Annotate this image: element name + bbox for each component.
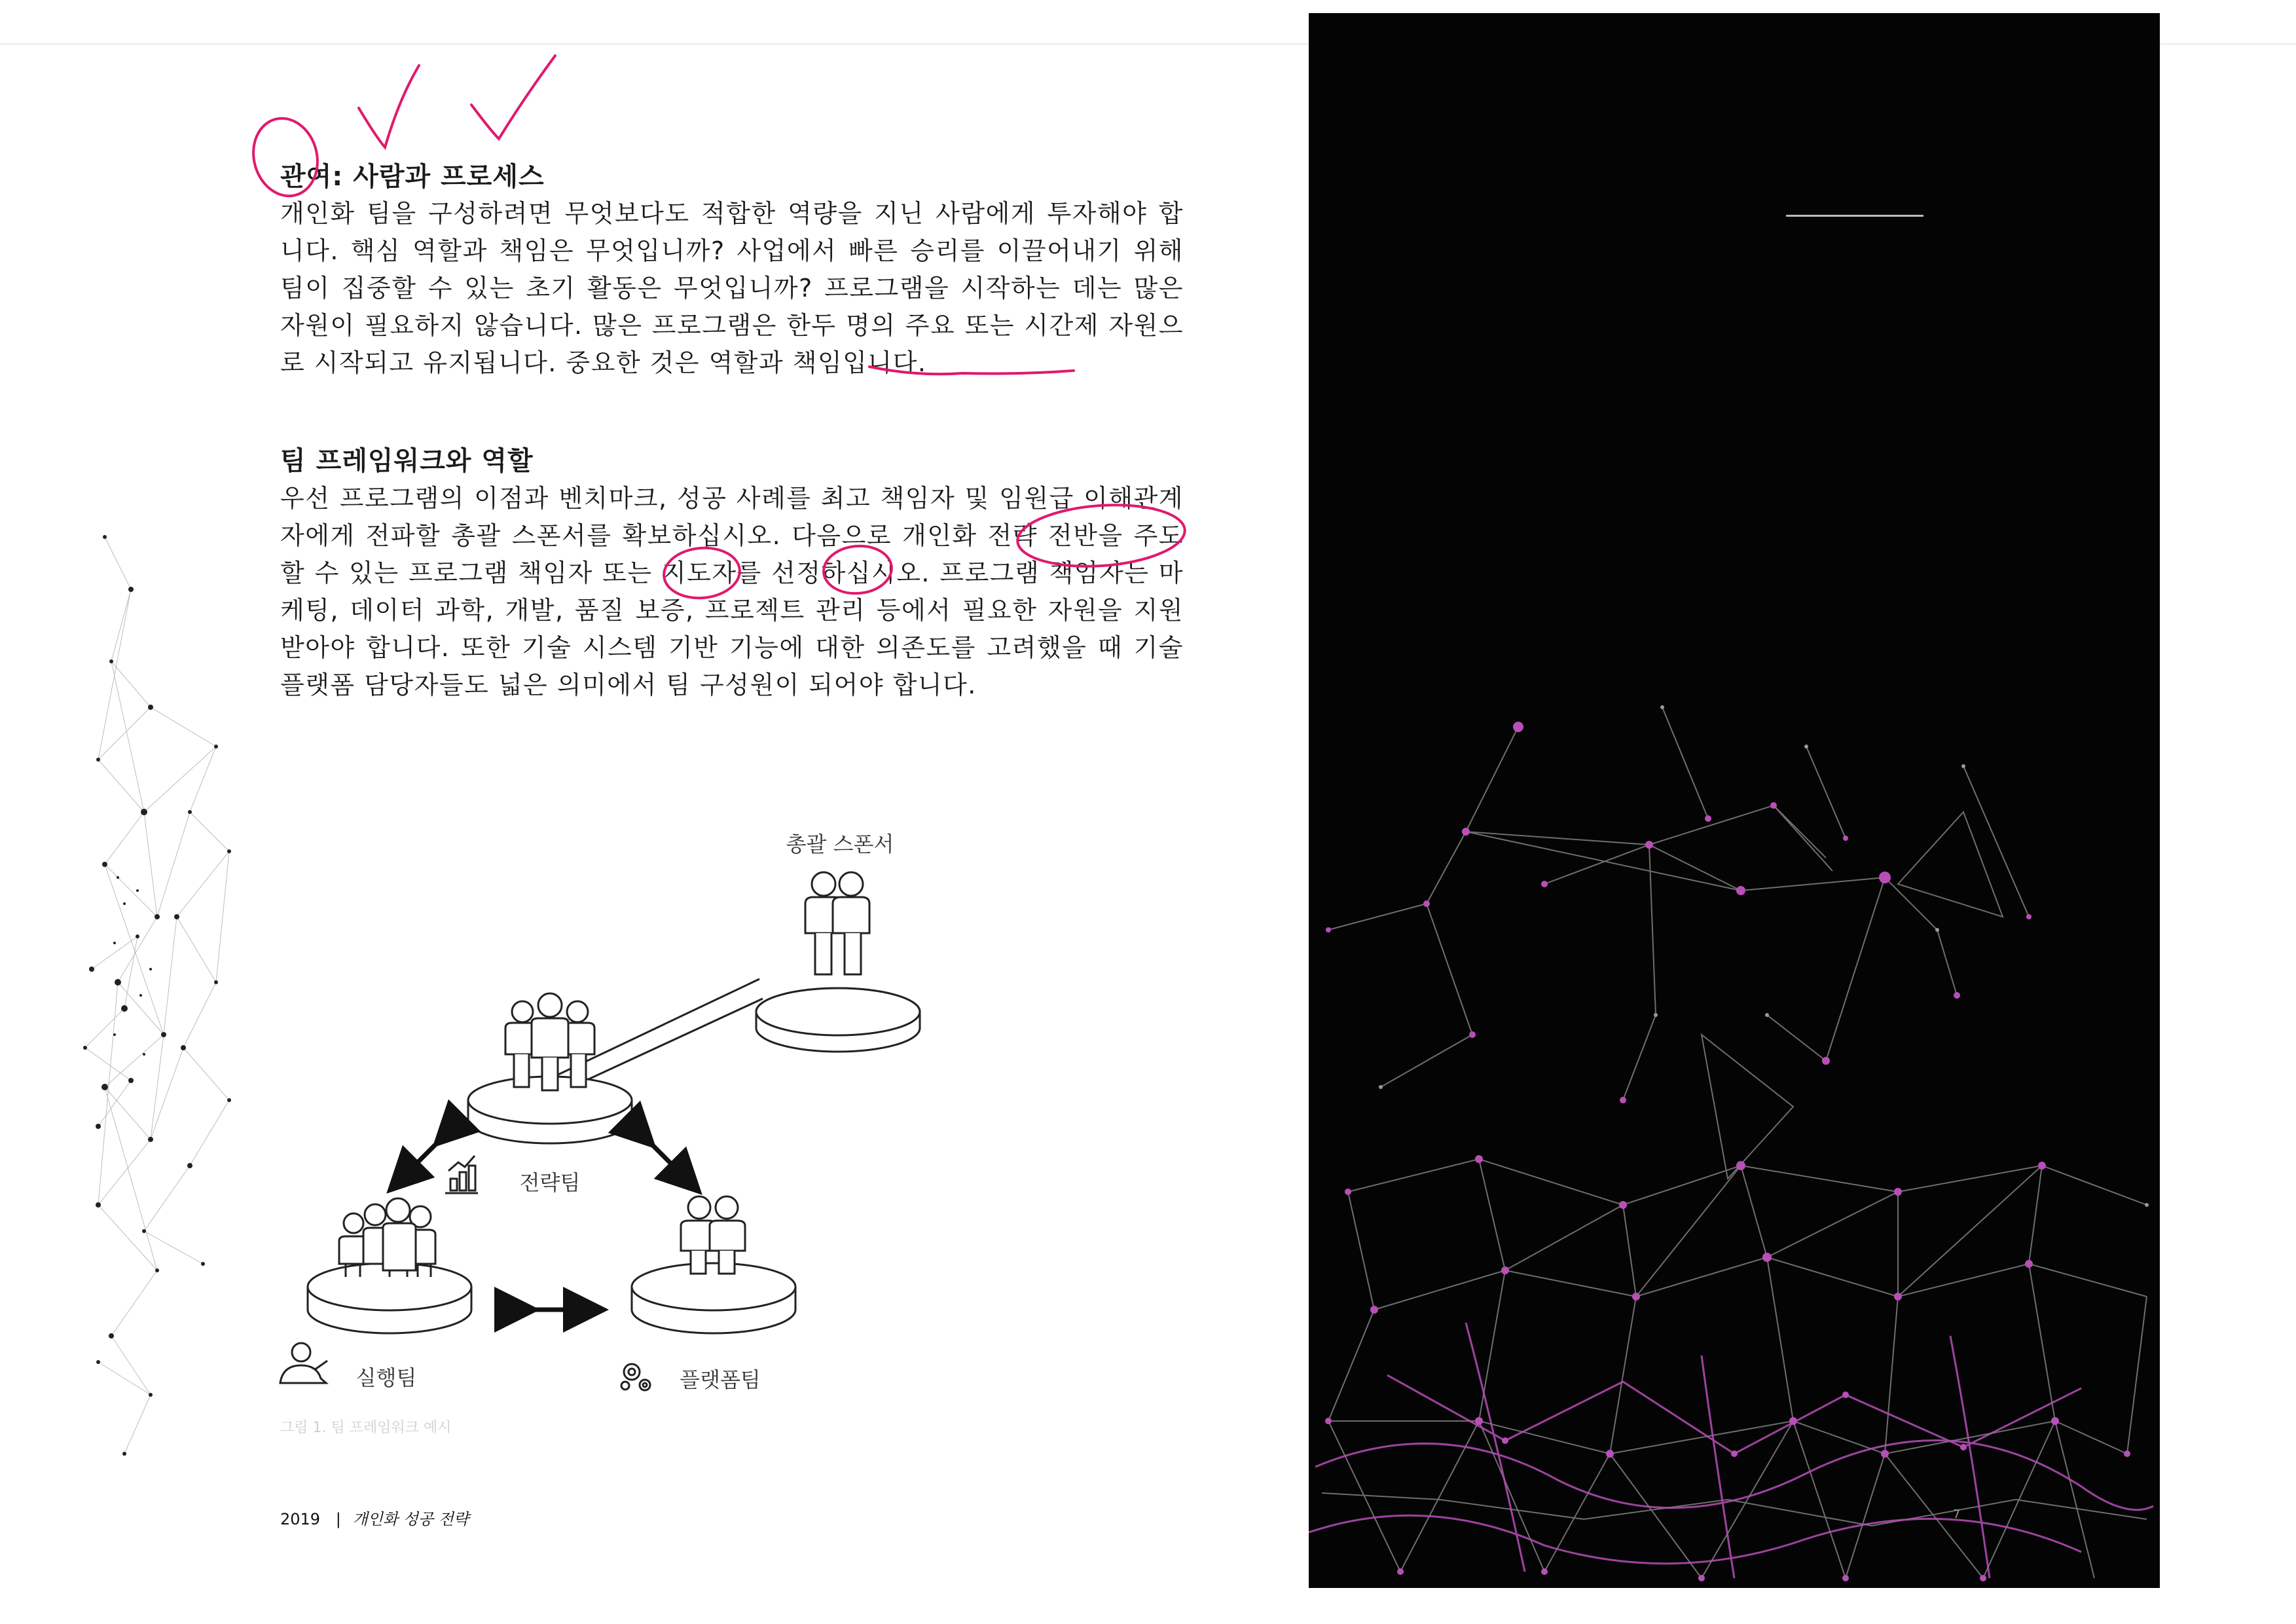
sponsor-people-icon	[805, 872, 869, 974]
left-network-decoration	[59, 511, 282, 1506]
section-title-team-framework: 팀 프레임워크와 역할	[280, 446, 534, 476]
label-platform-team: 플랫폼팀	[680, 1367, 761, 1392]
figure-caption: 그림 1. 팀 프레임워크 예시	[280, 1420, 452, 1436]
footer-separator: |	[335, 1510, 341, 1528]
section-title-engagement: 관여: 사람과 프로세스	[280, 162, 545, 192]
label-executive-sponsor: 총괄 스폰서	[786, 832, 894, 857]
section-body-engagement: 개인화 팀을 구성하려면 무엇보다도 적합한 역량을 지닌 사람에게 투자해야 합니다. 핵심 역할과 책임은 무엇입니까? 사업에서 빠른 승리를 이끌어내기 위해 팀이 집중할 수 있는 초기 활동은 무엇입니까? 프로그램을 시작하는 데는 많은 자원이 필요하지 않습니다. 많은 프로그램은 한두 명의 주요 또는 시간제 자원으로 시작되고 유지됩니다. 중요한 것은 역할과 책임입니다.	[280, 199, 1184, 377]
footer-year: 2019	[280, 1510, 321, 1528]
chart-icon	[445, 1156, 478, 1193]
strategy-platform	[468, 993, 632, 1143]
sponsor-platform	[756, 872, 920, 1052]
strategy-people-icon	[505, 993, 594, 1090]
page-number: 7	[1953, 1507, 1961, 1521]
execution-platform	[308, 1198, 471, 1333]
section-body-team-framework: 우선 프로그램의 이점과 벤치마크, 성공 사례를 최고 책임자 및 임원급 이해관계자에게 전파할 총괄 스폰서를 확보하십시오. 다음으로 개인화 전략 전반을 주도할 수 있는 프로그램 책임자 또는 지도자를 선정하십시오. 프로그램 책임자는 마케팅, 데이터 과학, 개발, 품질 보증, 프로젝트 관리 등에서 필요한 자원을 지원받아야 합니다. 또한 기술 시스템 기반 기능에 대한 의존도를 고려했을 때 기술 플랫폼 담당자들도 넓은 의미에서 팀 구성원이 되어야 합니다.	[280, 484, 1184, 699]
page-footer	[280, 1506, 469, 1529]
worker-icon	[280, 1343, 327, 1383]
white-rule	[1786, 215, 1923, 217]
platform-team-platform	[632, 1196, 795, 1333]
right-network-decoration	[1309, 13, 2160, 1588]
platform-people-icon	[681, 1196, 745, 1274]
label-strategy-team: 전략팀	[519, 1170, 581, 1195]
team-framework-diagram	[249, 812, 982, 1454]
gears-icon	[621, 1364, 650, 1390]
right-page-image	[1309, 13, 2160, 1588]
label-execution-team: 실행팀	[355, 1365, 417, 1390]
footer-title: 개인화 성공 전략	[352, 1510, 469, 1528]
